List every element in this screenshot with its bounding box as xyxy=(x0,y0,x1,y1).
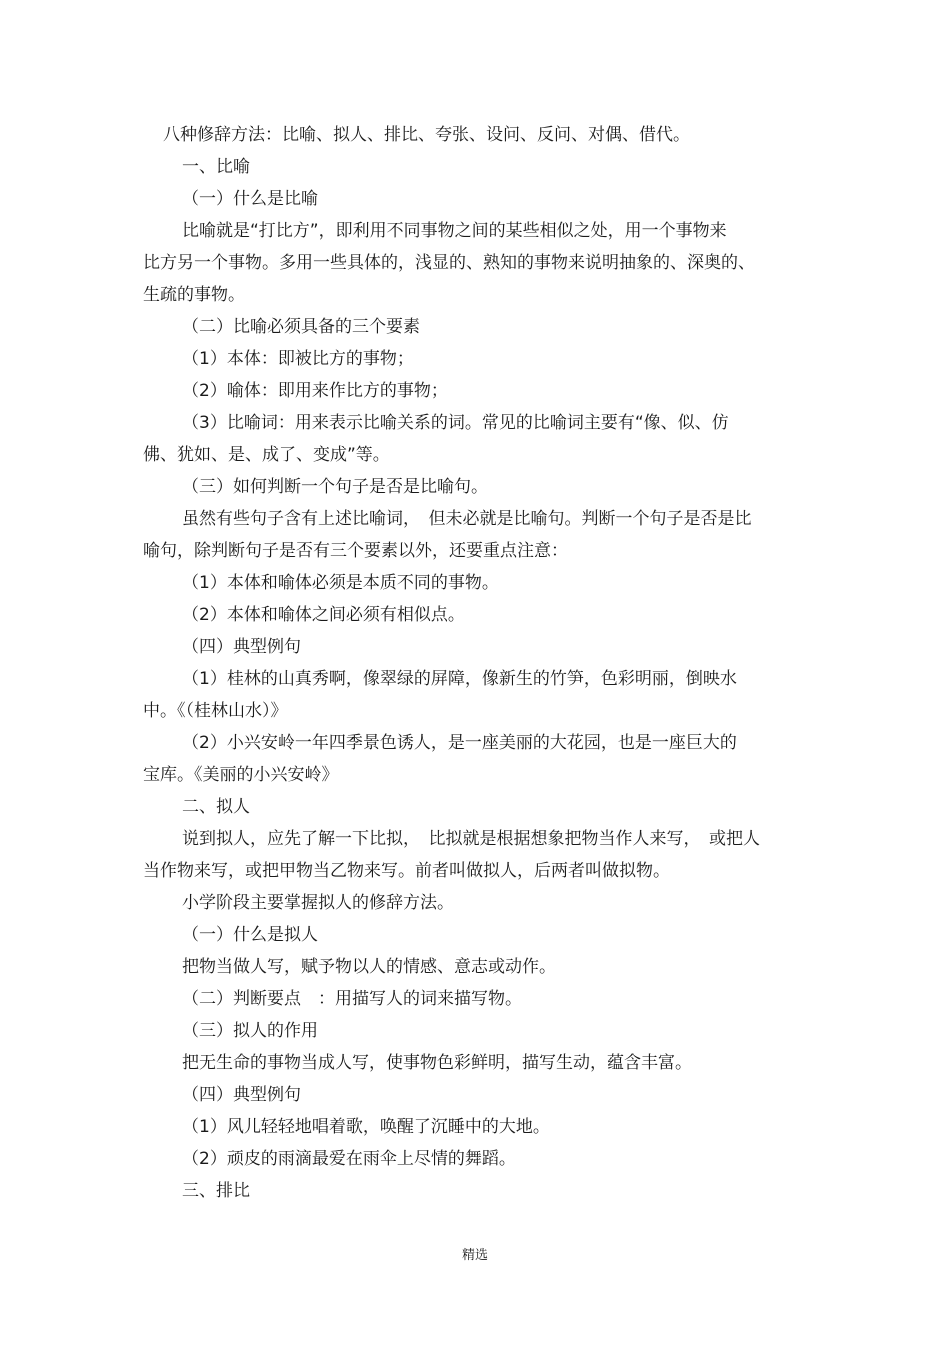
list-item: （2）小兴安岭一年四季景色诱人，是一座美丽的大花园，也是一座巨大的 xyxy=(182,733,737,753)
subsection-heading: （四）典型例句 xyxy=(182,637,301,657)
subsection-heading: （二）比喻必须具备的三个要素 xyxy=(182,317,420,337)
text-line: 比方另一个事物。多用一些具体的，浅显的、熟知的事物来说明抽象的、深奥的、 xyxy=(143,253,755,273)
subsection-heading: （一）什么是拟人 xyxy=(182,925,318,945)
text-line: 当作物来写，或把甲物当乙物来写。前者叫做拟人，后两者叫做拟物。 xyxy=(143,861,670,881)
text-line: 说到拟人，应先了解一下比拟， 比拟就是根据想象把物当作人来写， 或把人 xyxy=(182,829,760,849)
subsection-heading: （三）拟人的作用 xyxy=(182,1021,318,1041)
text-line: 中。《（桂林山水）》 xyxy=(143,701,288,721)
text-line: 把无生命的事物当成人写，使事物色彩鲜明，描写生动，蕴含丰富。 xyxy=(182,1053,692,1073)
text-line: 小学阶段主要掌握拟人的修辞方法。 xyxy=(182,893,454,913)
text-line: 把物当做人写，赋予物以人的情感、意志或动作。 xyxy=(182,957,556,977)
list-item: （2）本体和喻体之间必须有相似点。 xyxy=(182,605,465,625)
list-item: （1）桂林的山真秀啊，像翠绿的屏障，像新生的竹笋，色彩明丽，倒映水 xyxy=(182,669,737,689)
text-line: 生疏的事物。 xyxy=(143,285,245,305)
text-line: 比喻就是“打比方”，即利用不同事物之间的某些相似之处，用一个事物来 xyxy=(182,221,727,241)
section-heading: 三、排比 xyxy=(182,1181,250,1201)
list-item: （1）风儿轻轻地唱着歌，唤醒了沉睡中的大地。 xyxy=(182,1117,550,1137)
text-line: 虽然有些句子含有上述比喻词， 但未必就是比喻句。判断一个句子是否是比 xyxy=(182,509,752,529)
subsection-heading: （四）典型例句 xyxy=(182,1085,301,1105)
subsection-heading: （二）判断要点 ：用描写人的词来描写物。 xyxy=(182,989,522,1009)
list-item: （1）本体和喻体必须是本质不同的事物。 xyxy=(182,573,499,593)
text-line: 佛、犹如、是、成了、变成”等。 xyxy=(143,445,390,465)
page-footer: 精选 xyxy=(461,1248,488,1263)
subsection-heading: （三）如何判断一个句子是否是比喻句。 xyxy=(182,477,488,497)
section-heading: 一、比喻 xyxy=(182,157,250,177)
list-item: （2）顽皮的雨滴最爱在雨伞上尽情的舞蹈。 xyxy=(182,1149,516,1169)
list-item: （2）喻体：即用来作比方的事物； xyxy=(182,381,448,401)
text-line: 宝库。《美丽的小兴安岭》 xyxy=(143,765,339,785)
list-item: （1）本体：即被比方的事物； xyxy=(182,349,414,369)
list-item: （3）比喻词：用来表示比喻关系的词。常见的比喻词主要有“像、似、仿 xyxy=(182,413,729,433)
text-line: 八种修辞方法：比喻、拟人、排比、夸张、设问、反问、对偶、借代。 xyxy=(163,125,690,145)
text-line: 喻句，除判断句子是否有三个要素以外，还要重点注意： xyxy=(143,541,568,561)
section-heading: 二、拟人 xyxy=(182,797,250,817)
subsection-heading: （一）什么是比喻 xyxy=(182,189,318,209)
